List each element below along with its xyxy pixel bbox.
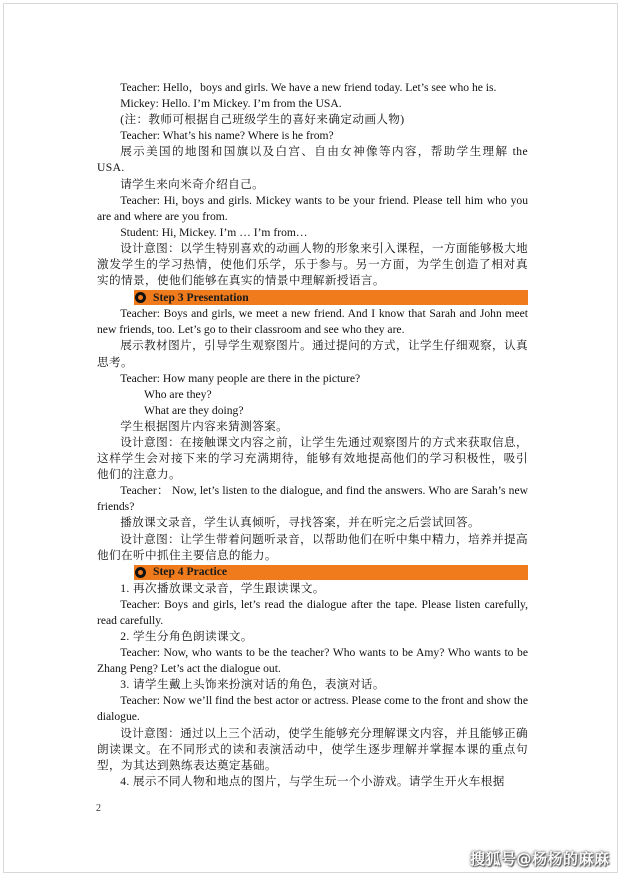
step-bullet-icon [135,567,146,578]
paragraph: 设计意图：通过以上三个活动，使学生能够充分理解课文内容，并且能够正确朗读课文。在不同形式的读和表演活动中，使学生逐步理解并掌握本课的重点句型，为其达到熟练表达奠定基础。 [97,726,528,772]
paragraph: 设计意图：以学生特别喜欢的动画人物的形象来引入课程，一方面能够极大地激发学生的学习热情，使他们乐学，乐于参与。另一方面，为学生创造了相对真实的情景，使他们能够在真实的情景中理解新授语言。 [97,241,528,288]
paragraph: Teacher: Hello，boys and girls. We have a new friend today. Let’s see who he is. [120,81,497,94]
paragraph: Teacher: How many people are there in the picture? [120,371,361,385]
paragraph: (注：教师可根据自己班级学生的喜好来确定动画人物) [120,113,405,127]
paragraph: Who are they? [144,387,212,401]
paragraph: 1. 再次播放课文录音，学生跟读课文。 [120,581,325,595]
paragraph: 展示美国的地图和国旗以及白宫、自由女神像等内容，帮助学生理解 the USA. [97,145,528,175]
paragraph: Teacher： Now, let’s listen to the dialogue, and find the answers. Who are Sarah’s new friends? [97,484,528,514]
paragraph: 展示教材图片，引导学生观察图片。通过提问的方式，让学生仔细观察，认真思考。 [97,339,528,369]
step-heading [134,565,528,580]
paragraph: 播放课文录音，学生认真倾听，寻找答案，并在听完之后尝试回答。 [120,516,481,530]
page-number: 2 [96,803,101,814]
paragraph: Mickey: Hello. I’m Mickey. I’m from the USA. [120,97,342,111]
paragraph: Teacher: Hi, boys and girls. Mickey wants to be your friend. Please tell him who you are and where are you from. [97,193,528,223]
paragraph: Teacher: What’s his name? Where is he from? [120,129,334,143]
paragraph: What are they doing? [144,403,244,417]
paragraph: Teacher: Boys and girls, we meet a new friend. And I know that Sarah and John meet new friends, too. Let’s go to their classroom and see who they are. [97,307,528,337]
paragraph: 2. 学生分角色朗读课文。 [120,630,253,643]
paragraph: 请学生来向米奇介绍自己。 [120,177,265,191]
paragraph: Teacher: Now, who wants to be the teacher? Who wants to be Amy? Who wants to be Zhang Peng? Let’s act the dialogue out. [97,646,528,676]
paragraph: Teacher: Boys and girls, let’s read the dialogue after the tape. Please listen carefully, read carefully. [97,597,528,627]
paragraph: 4. 展示不同人物和地点的图片，与学生玩一个小游戏。请学生开火车根据 [120,774,505,788]
step-heading-label: Step 4 Practice [153,565,228,579]
watermark: 搜狐号@杨杨的麻麻 [470,850,610,868]
paragraph: Student: Hi, Mickey. I’m … I’m from… [120,225,308,239]
step-heading-label: Step 3 Presentation [153,290,249,304]
paragraph: Teacher: Now we’ll find the best actor or actress. Please come to the front and show the dialogue. [97,694,528,724]
document-body [97,80,528,790]
paragraph: 设计意图：在接触课文内容之前，让学生先通过观察图片的方式来获取信息，这样学生会对接下来的学习充满期待，能够有效地提高他们的学习积极性，吸引他们的注意力。 [97,435,528,482]
step-bullet-icon [135,292,146,303]
paragraph: 设计意图：让学生带着问题听录音，以帮助他们在听中集中精力，培养并提高他们在听中抓住主要信息的能力。 [97,532,528,562]
paragraph: 学生根据图片内容来猜测答案。 [120,419,289,433]
paragraph: 3. 请学生戴上头饰来扮演对话的角色，表演对话。 [120,678,385,692]
step-heading [134,290,528,305]
